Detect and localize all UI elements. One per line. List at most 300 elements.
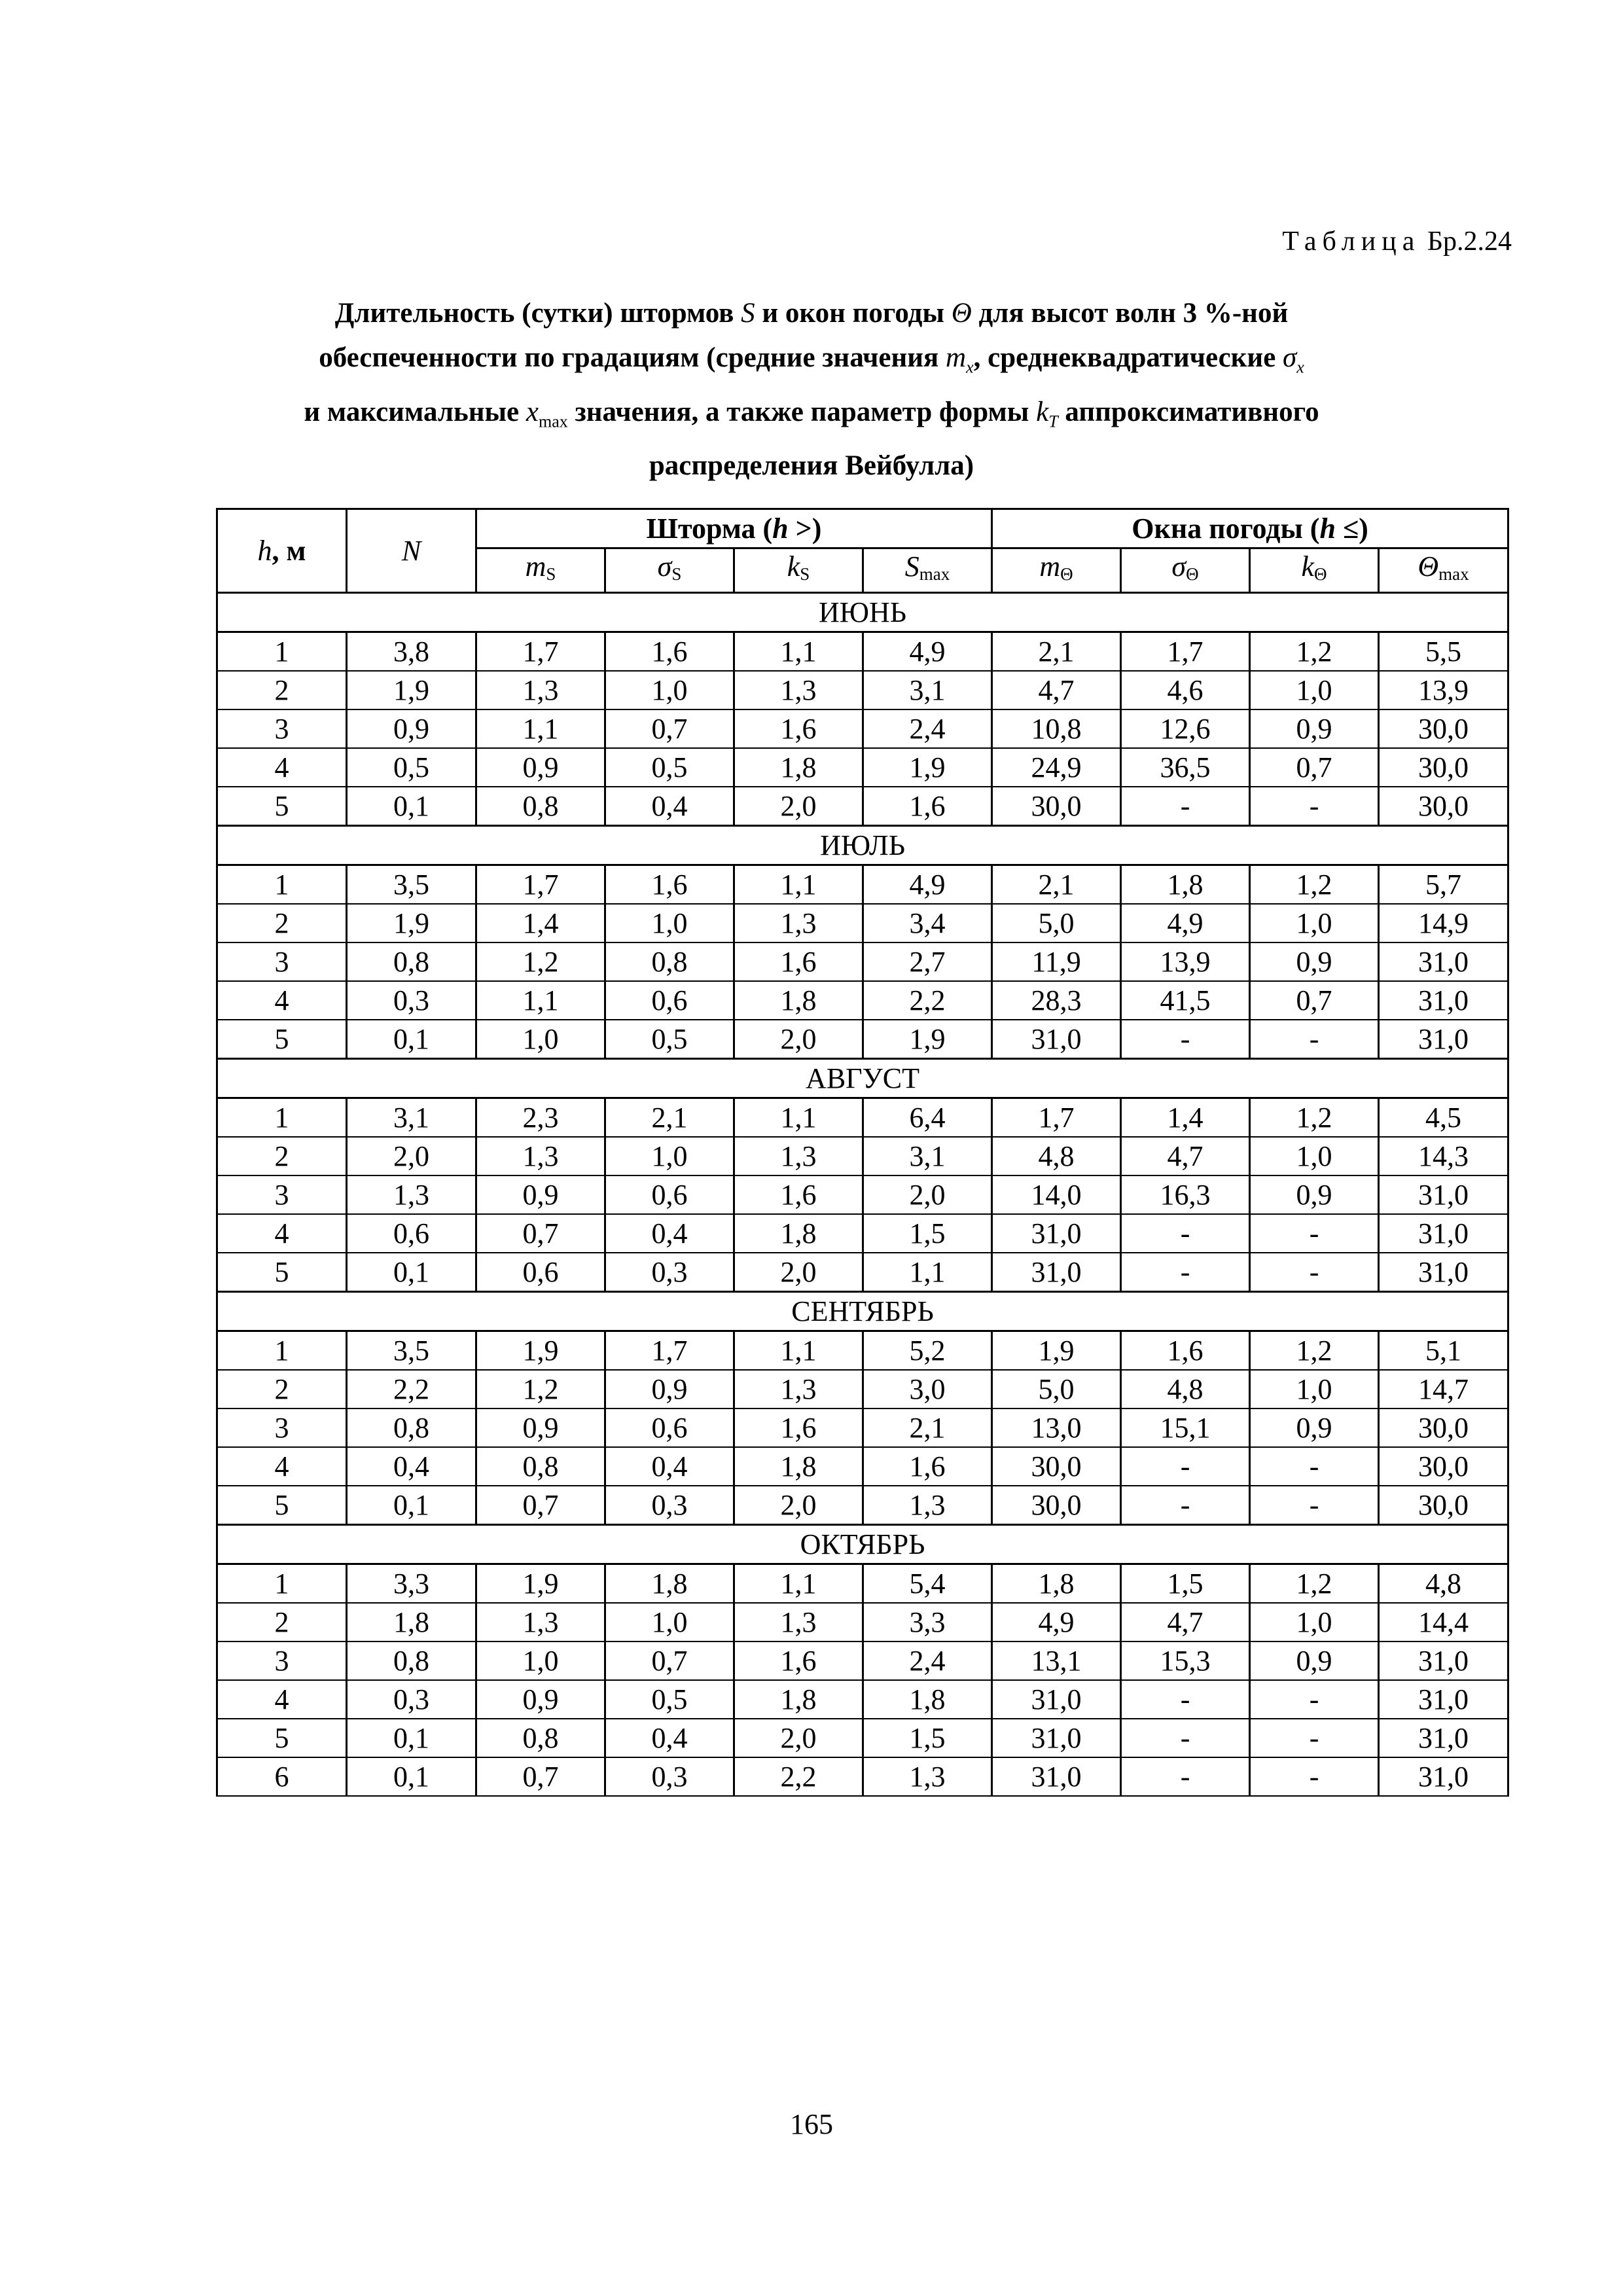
table-cell: 1,9 <box>863 1020 992 1059</box>
header-n <box>347 509 476 593</box>
table-cell: 0,6 <box>605 1408 734 1447</box>
month-row <box>217 1059 1508 1098</box>
table-cell: 5 <box>217 1486 347 1525</box>
subheader-symbol: σ <box>657 550 672 583</box>
table-cell: 30,0 <box>1379 1486 1508 1525</box>
table-cell: 1,3 <box>863 1757 992 1796</box>
table-cell: 1,8 <box>734 1447 863 1486</box>
table-cell: 0,9 <box>476 1408 605 1447</box>
table-cell: - <box>1121 1757 1250 1796</box>
table-cell: 0,7 <box>1250 748 1379 787</box>
table-cell: 1,1 <box>476 709 605 748</box>
table-cell: 2,1 <box>992 865 1121 905</box>
table-cell: 30,0 <box>1379 1408 1508 1447</box>
table-cell: 13,0 <box>992 1408 1121 1447</box>
table-cell: 14,4 <box>1379 1603 1508 1641</box>
table-row <box>217 1719 1508 1757</box>
table-cell: - <box>1250 1253 1379 1292</box>
table-cell: 1,0 <box>476 1020 605 1059</box>
title-text: и окон погоды <box>755 298 952 329</box>
title-line-3 <box>216 390 1407 444</box>
table-cell: 0,5 <box>605 1680 734 1719</box>
subheader-cell <box>992 548 1121 593</box>
table-cell: 1,8 <box>734 1680 863 1719</box>
table-cell: 3,1 <box>347 1098 476 1138</box>
table-cell: 1,2 <box>476 942 605 981</box>
table-cell: 1,6 <box>734 1175 863 1214</box>
table-cell: 2,4 <box>863 1641 992 1680</box>
table-cell: 31,0 <box>1379 942 1508 981</box>
subheader-cell <box>476 548 605 593</box>
table-cell: - <box>1121 1020 1250 1059</box>
table-cell: 1,5 <box>863 1719 992 1757</box>
table-cell: 3 <box>217 1641 347 1680</box>
table-cell: 3 <box>217 942 347 981</box>
table-cell: 2,0 <box>347 1137 476 1175</box>
table-cell: 1,1 <box>734 1331 863 1371</box>
table-row <box>217 1137 1508 1175</box>
table-cell: 1 <box>217 1564 347 1604</box>
table-cell: 0,5 <box>605 1020 734 1059</box>
table-cell: 1,4 <box>1121 1098 1250 1138</box>
table-cell: 4,6 <box>1121 671 1250 709</box>
table-cell: 2,2 <box>734 1757 863 1796</box>
table-cell: 2,1 <box>992 632 1121 672</box>
table-row <box>217 787 1508 826</box>
subheader-subscript: max <box>919 564 950 584</box>
table-cell: 0,8 <box>605 942 734 981</box>
table-cell: 2,2 <box>347 1370 476 1408</box>
title-symbol-m-sub: x <box>966 357 974 377</box>
header-h-symbol: h <box>257 534 272 567</box>
table-row <box>217 1020 1508 1059</box>
title-symbol-k: k <box>1036 396 1049 427</box>
table-cell: 3,1 <box>863 1137 992 1175</box>
table-cell: 1,9 <box>476 1331 605 1371</box>
table-cell: 3 <box>217 1408 347 1447</box>
table-cell: 1,6 <box>863 1447 992 1486</box>
table-cell: 5,2 <box>863 1331 992 1371</box>
title-line-1 <box>216 291 1407 336</box>
table-cell: 1,6 <box>734 1641 863 1680</box>
header-windows-text: ≤) <box>1335 512 1368 545</box>
table-cell: 3,5 <box>347 865 476 905</box>
table-cell: 10,8 <box>992 709 1121 748</box>
table-cell: 31,0 <box>1379 1680 1508 1719</box>
table-cell: 0,9 <box>1250 942 1379 981</box>
table-cell: 1,7 <box>476 865 605 905</box>
table-cell: 3 <box>217 1175 347 1214</box>
table-cell: 5,7 <box>1379 865 1508 905</box>
table-cell: 1,7 <box>992 1098 1121 1138</box>
table-cell: 28,3 <box>992 981 1121 1020</box>
subheader-cell <box>605 548 734 593</box>
table-cell: 0,5 <box>347 748 476 787</box>
title-symbol-m: m <box>946 342 967 373</box>
table-row <box>217 632 1508 672</box>
table-cell: 30,0 <box>992 1447 1121 1486</box>
table-cell: - <box>1121 1486 1250 1525</box>
title-text: для высот волн 3 %-ной <box>971 298 1289 329</box>
table-cell: 3,1 <box>863 671 992 709</box>
table-cell: - <box>1121 1253 1250 1292</box>
table-cell: 0,9 <box>476 748 605 787</box>
table-cell: 1,8 <box>863 1680 992 1719</box>
header-storms <box>476 509 992 548</box>
title-text: значения, а также параметр формы <box>567 396 1037 427</box>
table-cell: 1,3 <box>347 1175 476 1214</box>
table-cell: 4,8 <box>1379 1564 1508 1604</box>
table-cell: 6 <box>217 1757 347 1796</box>
table-cell: 14,9 <box>1379 904 1508 942</box>
table-cell: 31,0 <box>992 1680 1121 1719</box>
table-cell: 5 <box>217 1719 347 1757</box>
table-cell: 1,2 <box>476 1370 605 1408</box>
header-windows-text: Окна погоды ( <box>1132 512 1320 545</box>
table-cell: 3,4 <box>863 904 992 942</box>
table-row <box>217 748 1508 787</box>
table-cell: 1,6 <box>605 865 734 905</box>
table-cell: 1,0 <box>476 1641 605 1680</box>
table-cell: 1,2 <box>1250 632 1379 672</box>
table-cell: - <box>1250 1680 1379 1719</box>
table-cell: 2 <box>217 1370 347 1408</box>
table-row <box>217 1253 1508 1292</box>
table-cell: 3 <box>217 709 347 748</box>
table-row <box>217 1641 1508 1680</box>
title-symbol-x: x <box>526 396 539 427</box>
table-label-word: Таблица <box>1282 226 1421 257</box>
subheader-symbol: m <box>1039 550 1061 583</box>
data-table <box>216 508 1509 1797</box>
table-cell: 0,6 <box>347 1214 476 1253</box>
month-name: АВГУСТ <box>217 1059 1508 1098</box>
table-row <box>217 1564 1508 1604</box>
table-cell: 1,0 <box>1250 1137 1379 1175</box>
table-cell: - <box>1121 787 1250 826</box>
table-cell: 4 <box>217 1680 347 1719</box>
table-cell: - <box>1250 1214 1379 1253</box>
table-row <box>217 671 1508 709</box>
table-cell: 2,1 <box>863 1408 992 1447</box>
table-cell: 0,1 <box>347 1486 476 1525</box>
table-cell: 1,1 <box>863 1253 992 1292</box>
table-cell: 31,0 <box>1379 1214 1508 1253</box>
table-cell: 2,3 <box>476 1098 605 1138</box>
table-cell: 0,8 <box>347 1641 476 1680</box>
table-cell: 1,3 <box>734 1137 863 1175</box>
table-cell: 0,3 <box>347 981 476 1020</box>
table-cell: 0,9 <box>605 1370 734 1408</box>
table-cell: 1,1 <box>476 981 605 1020</box>
table-cell: 1 <box>217 1098 347 1138</box>
table-cell: - <box>1250 1447 1379 1486</box>
table-cell: 0,1 <box>347 1719 476 1757</box>
subheader-symbol: k <box>1301 550 1315 583</box>
table-cell: 2 <box>217 1603 347 1641</box>
subheader-cell <box>1379 548 1508 593</box>
table-cell: 2 <box>217 904 347 942</box>
table-cell: 2,2 <box>863 981 992 1020</box>
subheader-symbol: σ <box>1171 550 1186 583</box>
table-cell: 5 <box>217 1020 347 1059</box>
table-cell: 30,0 <box>1379 748 1508 787</box>
table-cell: 1,0 <box>1250 671 1379 709</box>
table-cell: 0,7 <box>476 1214 605 1253</box>
table-cell: 0,8 <box>347 1408 476 1447</box>
header-h <box>217 509 347 593</box>
table-cell: 4,7 <box>1121 1137 1250 1175</box>
table-cell: 30,0 <box>1379 787 1508 826</box>
table-cell: 1,3 <box>734 1603 863 1641</box>
table-cell: 31,0 <box>992 1719 1121 1757</box>
table-cell: 0,4 <box>605 1214 734 1253</box>
table-cell: 4,7 <box>992 671 1121 709</box>
table-label <box>1282 226 1512 257</box>
table-cell: 0,7 <box>1250 981 1379 1020</box>
table-cell: 0,4 <box>347 1447 476 1486</box>
table-cell: 1,9 <box>476 1564 605 1604</box>
table-cell: - <box>1250 1719 1379 1757</box>
table-cell: 2,0 <box>734 1719 863 1757</box>
header-storms-h: h <box>772 512 789 545</box>
table-row <box>217 865 1508 905</box>
table-cell: 6,4 <box>863 1098 992 1138</box>
table-cell: 2 <box>217 671 347 709</box>
table-cell: 0,1 <box>347 1253 476 1292</box>
table-cell: 5 <box>217 1253 347 1292</box>
table-cell: 5,0 <box>992 1370 1121 1408</box>
month-row <box>217 1292 1508 1331</box>
table-cell: 0,9 <box>1250 1175 1379 1214</box>
table-cell: 1,6 <box>734 709 863 748</box>
table-row <box>217 1175 1508 1214</box>
title-text: и максимальные <box>304 396 526 427</box>
table-cell: 1,1 <box>734 632 863 672</box>
table-cell: 1,6 <box>1121 1331 1250 1371</box>
title-text: Длительность (сутки) штормов <box>334 298 741 329</box>
table-cell: 0,9 <box>476 1680 605 1719</box>
table-cell: 0,8 <box>476 787 605 826</box>
table-cell: 2,0 <box>734 1486 863 1525</box>
table-cell: 1,8 <box>347 1603 476 1641</box>
table-cell: 31,0 <box>992 1020 1121 1059</box>
table-cell: 4,9 <box>863 865 992 905</box>
table-cell: 13,9 <box>1121 942 1250 981</box>
table-cell: 1,3 <box>476 671 605 709</box>
subheader-subscript: max <box>1438 564 1469 584</box>
table-cell: 1,6 <box>863 787 992 826</box>
table-cell: 1,0 <box>605 671 734 709</box>
subheader-subscript: Θ <box>1314 564 1327 584</box>
subheader-cell <box>1250 548 1379 593</box>
table-cell: - <box>1121 1214 1250 1253</box>
table-cell: 0,3 <box>605 1486 734 1525</box>
table-row <box>217 1214 1508 1253</box>
table-cell: 0,3 <box>605 1757 734 1796</box>
table-cell: 0,9 <box>1250 1641 1379 1680</box>
month-name: ОКТЯБРЬ <box>217 1525 1508 1564</box>
table-cell: 0,9 <box>1250 1408 1379 1447</box>
table-cell: 2 <box>217 1137 347 1175</box>
header-weather-windows <box>992 509 1508 548</box>
table-cell: 0,7 <box>476 1757 605 1796</box>
table-cell: 0,6 <box>605 981 734 1020</box>
table-cell: 15,1 <box>1121 1408 1250 1447</box>
table-cell: 2,0 <box>734 787 863 826</box>
table-cell: 31,0 <box>1379 1757 1508 1796</box>
table-cell: 16,3 <box>1121 1175 1250 1214</box>
table-cell: 0,1 <box>347 787 476 826</box>
subheader-subscript: S <box>800 564 810 584</box>
table-cell: 2,7 <box>863 942 992 981</box>
table-cell: 15,3 <box>1121 1641 1250 1680</box>
header-h-unit: , м <box>272 534 306 567</box>
table-cell: 3,3 <box>347 1564 476 1604</box>
subheader-symbol: S <box>904 550 919 583</box>
table-cell: 31,0 <box>1379 1175 1508 1214</box>
table-cell: 1,3 <box>734 904 863 942</box>
table-row <box>217 709 1508 748</box>
table-cell: 14,3 <box>1379 1137 1508 1175</box>
table-row <box>217 1447 1508 1486</box>
subheader-cell <box>863 548 992 593</box>
table-cell: 1,8 <box>605 1564 734 1604</box>
table-cell: 0,9 <box>347 709 476 748</box>
table-cell: 1,5 <box>1121 1564 1250 1604</box>
title-symbol-sigma-sub: x <box>1296 357 1304 377</box>
table-row <box>217 1331 1508 1371</box>
table-cell: - <box>1250 787 1379 826</box>
table-cell: - <box>1121 1447 1250 1486</box>
table-row <box>217 1680 1508 1719</box>
table-cell: 31,0 <box>1379 1719 1508 1757</box>
table-cell: 1,6 <box>734 942 863 981</box>
subheader-symbol: Θ <box>1418 550 1439 583</box>
table-cell: 0,9 <box>476 1175 605 1214</box>
table-cell: 1,2 <box>1250 1098 1379 1138</box>
table-cell: 1,0 <box>1250 1370 1379 1408</box>
table-cell: 1,8 <box>992 1564 1121 1604</box>
table-cell: 4,8 <box>992 1137 1121 1175</box>
table-cell: 1 <box>217 865 347 905</box>
table-cell: 30,0 <box>992 1486 1121 1525</box>
table-cell: 0,8 <box>347 942 476 981</box>
table-cell: 0,9 <box>1250 709 1379 748</box>
table-cell: 1,8 <box>734 1214 863 1253</box>
month-name: ИЮНЬ <box>217 593 1508 632</box>
table-cell: 31,0 <box>1379 1020 1508 1059</box>
table-cell: 0,6 <box>476 1253 605 1292</box>
table-cell: 14,7 <box>1379 1370 1508 1408</box>
table-cell: 0,1 <box>347 1757 476 1796</box>
month-row <box>217 593 1508 632</box>
table-cell: 1,2 <box>1250 1564 1379 1604</box>
table-cell: 4,9 <box>863 632 992 672</box>
table-cell: 1,1 <box>734 865 863 905</box>
table-cell: 1,0 <box>1250 1603 1379 1641</box>
table-cell: 1,1 <box>734 1098 863 1138</box>
title-text: обеспеченности по градациям (средние значения <box>319 342 946 373</box>
header-windows-h: h <box>1319 512 1336 545</box>
table-row <box>217 981 1508 1020</box>
table-cell: 4,5 <box>1379 1098 1508 1138</box>
table-cell: 1,2 <box>1250 865 1379 905</box>
table-cell: 0,4 <box>605 1719 734 1757</box>
month-name: ИЮЛЬ <box>217 826 1508 865</box>
table-body <box>217 593 1508 1797</box>
table-cell: 5,4 <box>863 1564 992 1604</box>
title-symbol-theta: Θ <box>951 298 972 329</box>
page-number: 165 <box>790 2108 833 2140</box>
table-cell: 4 <box>217 748 347 787</box>
table-cell: 1,4 <box>476 904 605 942</box>
table-cell: 30,0 <box>1379 709 1508 748</box>
table-cell: - <box>1250 1486 1379 1525</box>
table-cell: 0,4 <box>605 787 734 826</box>
table-cell: 4 <box>217 981 347 1020</box>
table-cell: 0,1 <box>347 1020 476 1059</box>
table-cell: 1,9 <box>347 671 476 709</box>
table-row <box>217 1486 1508 1525</box>
subheader-symbol: m <box>525 550 546 583</box>
table-cell: 36,5 <box>1121 748 1250 787</box>
table-label-code: Бр.2.24 <box>1427 226 1512 257</box>
table-cell: 2,4 <box>863 709 992 748</box>
table-cell: 1,8 <box>734 981 863 1020</box>
subheader-subscript: Θ <box>1186 564 1199 584</box>
table-cell: 0,7 <box>476 1486 605 1525</box>
table-row <box>217 1370 1508 1408</box>
table-cell: 31,0 <box>992 1253 1121 1292</box>
title-text: аппроксимативного <box>1058 396 1319 427</box>
table-cell: 1,0 <box>605 1603 734 1641</box>
month-row <box>217 826 1508 865</box>
table-row <box>217 942 1508 981</box>
table-cell: 1,3 <box>476 1603 605 1641</box>
table-cell: 2,0 <box>863 1175 992 1214</box>
table-cell: 1 <box>217 632 347 672</box>
table-cell: 31,0 <box>992 1214 1121 1253</box>
table-cell: 1,6 <box>734 1408 863 1447</box>
table-cell: - <box>1250 1757 1379 1796</box>
table-cell: 1,7 <box>1121 632 1250 672</box>
title-text: , среднеквадратические <box>973 342 1283 373</box>
table-cell: 4,9 <box>992 1603 1121 1641</box>
table-cell: 11,9 <box>992 942 1121 981</box>
table-cell: 13,1 <box>992 1641 1121 1680</box>
table-cell: 4,9 <box>1121 904 1250 942</box>
table-cell: 1,2 <box>1250 1331 1379 1371</box>
table-cell: 12,6 <box>1121 709 1250 748</box>
table-cell: 0,8 <box>476 1447 605 1486</box>
table-cell: 3,8 <box>347 632 476 672</box>
table-cell: 1,3 <box>734 1370 863 1408</box>
table-cell: 1,1 <box>734 1564 863 1604</box>
table-cell: 4,7 <box>1121 1603 1250 1641</box>
title-symbol-x-sub: max <box>538 412 568 431</box>
table-cell: 1,7 <box>605 1331 734 1371</box>
table-cell: 31,0 <box>1379 981 1508 1020</box>
table-cell: 5,1 <box>1379 1331 1508 1371</box>
table-cell: 4 <box>217 1447 347 1486</box>
subheader-cell <box>1121 548 1250 593</box>
table-cell: 1,6 <box>605 632 734 672</box>
table-cell: 31,0 <box>992 1757 1121 1796</box>
title-symbol-s: S <box>741 298 755 329</box>
table-cell: 14,0 <box>992 1175 1121 1214</box>
table-cell: 0,7 <box>605 1641 734 1680</box>
